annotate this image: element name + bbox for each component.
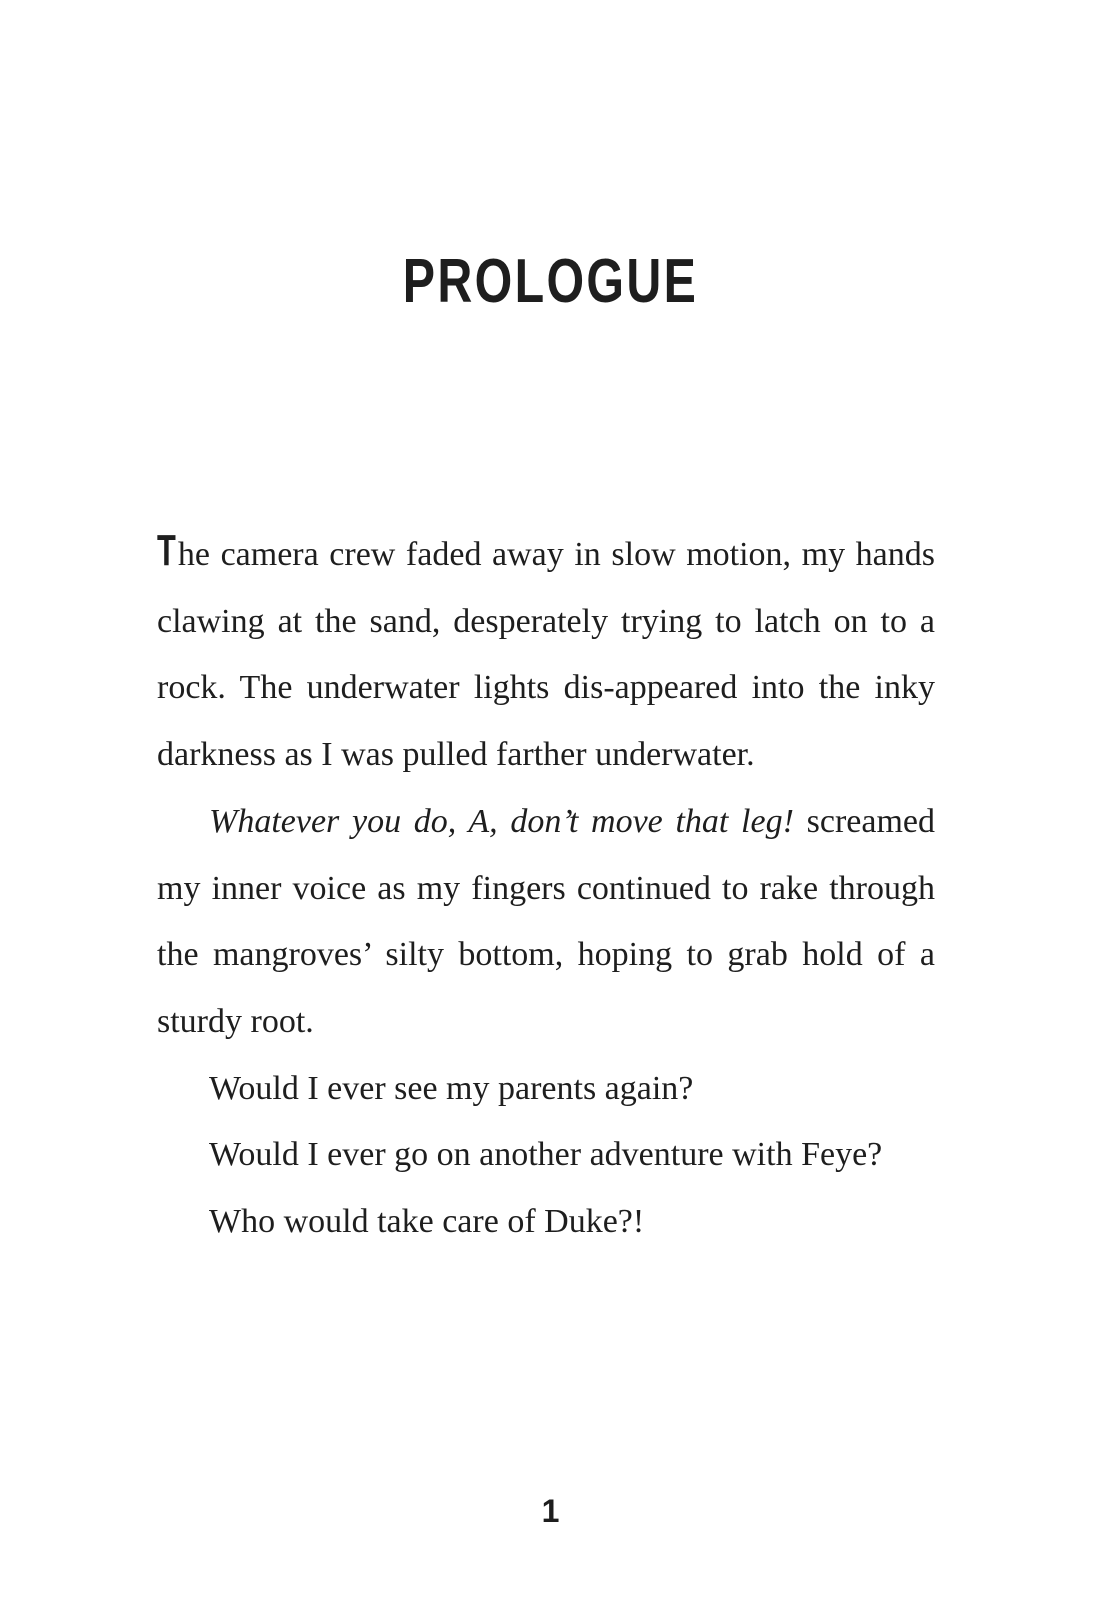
paragraph-2: [157, 789, 935, 1056]
paragraph-5: Who would take care of Duke?!: [209, 1203, 645, 1241]
paragraph-3: Would I ever see my parents again?: [209, 1069, 694, 1107]
paragraph-1-text: he camera crew faded away in slow motion, my hands clawing at the sand, desperately trying to latch on to a rock. The underwater lights dis-appeared into the inky darkness as I was pulled farther underwater.: [157, 536, 935, 774]
paragraph-2-text: screamed my inner voice as my fingers continued to rake through the mangroves’ silty bottom, hoping to grab hold of a sturdy root.: [157, 802, 935, 1040]
paragraph-1: [157, 522, 935, 789]
chapter-title: PROLOGUE: [402, 247, 699, 316]
body-text: [157, 522, 935, 1256]
drop-cap: T: [157, 526, 176, 575]
paragraph-4: Would I ever go on another adventure with Feye?: [209, 1136, 883, 1174]
inner-voice-italic: Whatever you do, A, don’t move that leg!: [209, 802, 794, 840]
page-number: 1: [541, 1493, 560, 1529]
